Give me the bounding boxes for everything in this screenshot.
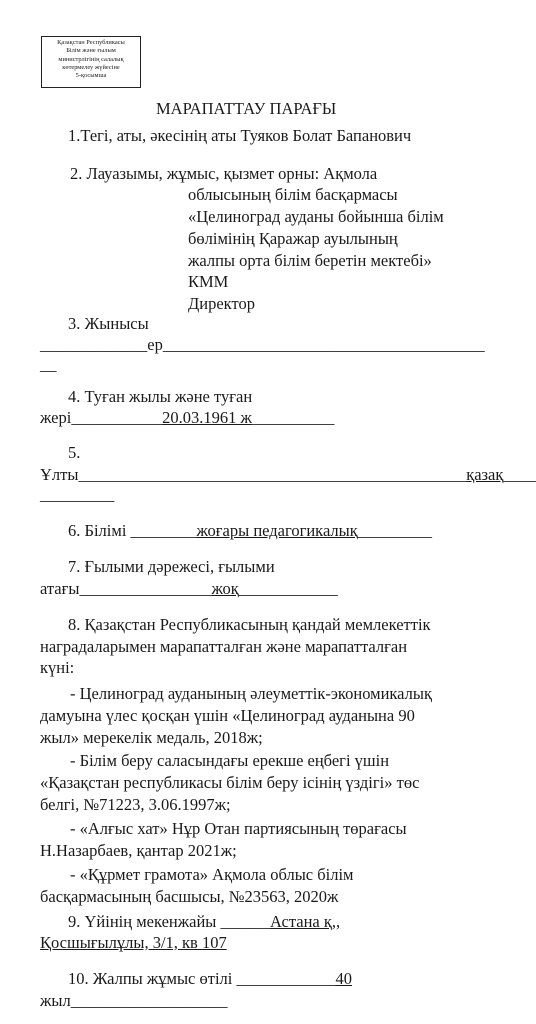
fill-line: _______________________________________________	[78, 465, 467, 484]
fill-line: ________________	[79, 579, 212, 598]
fill-line: ________	[130, 521, 197, 540]
item-position-label: 2. Лауазымы, жұмыс, қызмет орны:	[70, 164, 320, 183]
item-experience-row	[68, 968, 352, 991]
item-name	[68, 125, 411, 148]
fill-line: _________	[40, 485, 115, 504]
award-line: - Целиноград ауданының әлеуметтік-экономикалық	[70, 684, 432, 703]
item-nationality-label2: Ұлты	[40, 465, 79, 484]
item-position-line: бөлімінің Қаражар ауылының	[188, 229, 398, 248]
fill-line: _____________	[40, 335, 148, 354]
award-line: белгі, №71223, 3.06.1997ж;	[40, 795, 231, 814]
appendix-stamp	[41, 36, 141, 88]
award-line: - «Алғыс хат» Нұр Отан партиясының төрағасы	[70, 819, 407, 838]
stamp-line: министрлігінің салалық	[58, 55, 124, 63]
item-address-label: 9. Үйінің мекенжайы	[68, 912, 217, 931]
stamp-line: Қазақстан Республикасы	[57, 39, 125, 46]
item-position-line: Директор	[188, 294, 255, 313]
item-awards-label: наградаларымен марапатталған және марапатталған	[40, 637, 408, 656]
page-title: МАРАПАТТАУ ПАРАҒЫ	[156, 99, 337, 118]
item-position-line: КММ	[188, 272, 229, 291]
fill-line: ___________________	[70, 991, 228, 1010]
item-gender-value: ер	[147, 335, 163, 354]
item-experience-label: 10. Жалпы жұмыс өтілі	[68, 969, 233, 988]
award-line: - Білім беру саласындағы ерекше еңбегі үшін	[70, 751, 390, 770]
fill-line: ____	[503, 465, 536, 484]
item-name-value: Туяков Болат Бапанович	[240, 126, 412, 145]
item-degree-label: 7. Ғылыми дәрежесі, ғылыми	[68, 557, 275, 576]
item-birth-row	[40, 407, 334, 430]
fill-line: __________	[251, 408, 335, 427]
fill-line: ______	[220, 912, 270, 931]
item-address-value: Қосшығылұлы, 3/1, кв 107	[40, 933, 227, 952]
item-education-value: жоғары педагогикалық	[196, 521, 358, 540]
award-line: жыл» мерекелік медаль, 2018ж;	[40, 728, 263, 747]
award-line: басқармасының басшысы, №23563, 2020ж	[40, 887, 339, 906]
item-degree-row	[40, 578, 338, 601]
item-gender-label: 3. Жынысы	[68, 314, 149, 333]
item-nationality-row	[40, 464, 536, 487]
item-gender-row	[40, 334, 485, 357]
item-education-row	[68, 520, 432, 543]
item-address-value: Астана қ,,	[270, 912, 341, 931]
item-birth-label2: жері	[40, 408, 72, 427]
item-experience-row2	[40, 990, 227, 1013]
item-name-label: 1.Тегі, аты, әкесінің аты	[68, 126, 237, 145]
fill-line: ___________	[71, 408, 163, 427]
stamp-line: 5-қосымша	[75, 72, 107, 80]
item-degree-value: жоқ	[211, 579, 239, 598]
item-position-line: Ақмола	[323, 164, 378, 183]
item-awards-label: 8. Қазақстан Республикасының қандай мемлекеттік	[68, 615, 431, 634]
item-birth-value: 20.03.1961 ж	[162, 408, 252, 427]
fill-line: _______________________________________	[162, 335, 485, 354]
award-line: дамуына үлес қосқан үшін «Целиноград ауданына 90	[40, 706, 415, 725]
fill-line: _________	[357, 521, 433, 540]
item-position-line: облысының білім басқармасы	[188, 185, 398, 204]
item-experience-value: 40	[335, 969, 352, 988]
item-birth-label: 4. Туған жылы және туған	[68, 387, 253, 406]
award-line: - «Құрмет грамота» Ақмола облыс білім	[70, 865, 354, 884]
item-address-row	[68, 911, 340, 934]
item-experience-label2: жыл	[40, 991, 71, 1010]
item-position-line: «Целиноград ауданы бойынша білім	[188, 207, 444, 226]
award-line: Н.Назарбаев, қантар 2021ж;	[40, 841, 237, 860]
stamp-line: Білім және ғылым	[66, 47, 116, 55]
fill-line: ____________	[238, 579, 338, 598]
item-awards-label: күні:	[40, 658, 75, 677]
fill-line: ____________	[236, 969, 336, 988]
item-nationality-label: 5.	[68, 443, 81, 462]
item-position-line: жалпы орта білім беретін мектебі»	[188, 251, 432, 270]
item-education-label: 6. Білімі	[68, 521, 127, 540]
item-nationality-value: қазақ	[466, 465, 504, 484]
item-position	[70, 163, 377, 186]
stamp-line: көтермелеу жүйесіне	[62, 63, 120, 71]
fill-line: __	[40, 355, 57, 374]
award-line: «Қазақстан республикасы білім беру ісінің үздігі» төс	[40, 773, 420, 792]
item-degree-label2: атағы	[40, 579, 80, 598]
